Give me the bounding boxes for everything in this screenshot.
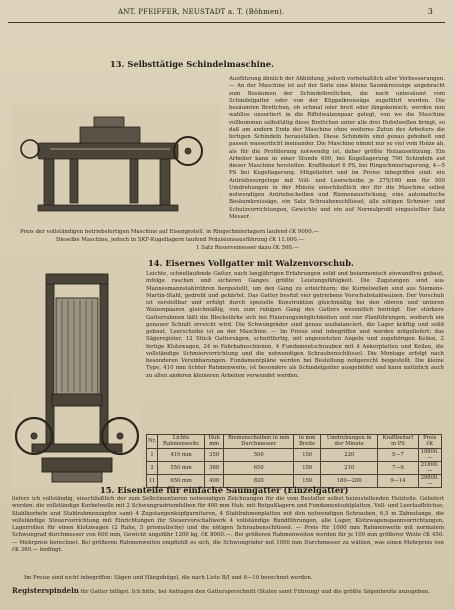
- table-cell: 650: [224, 462, 294, 475]
- table-cell: 220: [321, 449, 378, 462]
- table-cell: 9—14: [378, 475, 418, 488]
- section-15-text: liefere ich vollständig, einschließlich der zum Selbstmontieren notwendigen Zeichnungen für die vom Besteller selbst beizustellenden Holzteile. Geliefert werden: die vollständige Kurbelwelle mit 2 Schwungradriemfelben für 400 mm Hub, mit Rotgußlagern und Fundamentsohlplatten, Voll- und Leerlaufbüchse, Stahlkurbeln und Stahlrahmenzapfen samt 4 Zugstangenkopfgarnituren, 4 Stahlrahmenplatten mit den notwendigen Schrauben, 6,5 m Zahnstange, die vollständige Steuervorrichtung mit Einrichtungen für Steuervorschaltwerk 4 vollständige Rundführungen, alle Lager, Klotzwagenspannvorrichtungen, Lagerrollen für einen Klotzwagen (2 Rahe, 5 prismatische) und die nötigen Schraubenschlüssel. — Preis für 1000 mm Rahmenweite mit normalem Schwungrad durchmesser von 600 mm, Gewicht ungefähr 1200 kg, čK 8000.—. Bei größeren Rahmenweiten werden für je 100 mm größerer Weite čK 450.— Mehrpreis berechnet. Bei größeren Rahmenweiten empfiehlt es sich, die Schwungräder mit 1000 mm Durchmesser zu wählen, was einen Mehrpreis von čK 360.— bedingt.: [12, 496, 444, 553]
- table-cell: 650 mm: [158, 475, 205, 488]
- table-cell: 400: [205, 475, 224, 488]
- table-cell: 11: [147, 475, 158, 488]
- table-cell: 150: [294, 449, 321, 462]
- col-header: Umdrehungen in der Minute: [321, 435, 378, 449]
- col-header: Preis čK: [418, 435, 441, 449]
- table-cell: 350: [205, 449, 224, 462]
- header-title: ANT. PFEIFFER, NEUSTADT a. T. (Böhmen).: [118, 8, 285, 16]
- shingle-machine-illustration: [10, 105, 222, 227]
- section-13-text: Ausführung ähnlich der Abbildung, jedoch vorbehaltlich aller Verbesserungen. — An der Maschine ist auf der Seite eine kleine Saumkreissäge angebracht zum Besäumen der Schindelbrettchen, die noch unbesäumt vom Schindelgatter oder von der Klippelkreissäge zugeführt werden. Die besäumten Brettchen, ob schmal oder breit oder längskonisch, werden nun wahllos unsortiert in die Riffelwalzenpaar gelegt, von wo die Maschine vollkommen selbsttätig diese Brettchen unter alle drei Hobelwellen bringt, so daß am andern Ende der Maschine ohne weiteres Zutun des Arbeiters die fertigen Schindeln herausfallen. Diese Schindeln sind genau gehobelt und passen wasserdicht ineinander. Die Maschine nimmt nur so viel vom Holze ab, als für die Profilierung notwendig ist, daher größte Holzausnützung. Ein Arbeiter kann in einer Stunde 600, bei Kugellagerung 700 Schindeln auf dieser Maschine herstellen. Kraftbedarf 6 PS, bei Ringschmierlagerung, 4—5 PS bei Kugellagerung. Mitgeliefert und im Preise inbegriffen sind: ein Antriebsvorgelege mit Voll- und Leerscheibe je 275/160 mm für 500 Umdrehungen in der Minute einschließlich der für die Maschine selbst notwendigen Antriebscheiben und Riemenausrückung, eine automatische Besäumkreissäge, ein Satz Schraubenschlüssel, alle nötigen Schmier- und Schutzvorrichtungen, Gewichte und ein auf Normalprofil eingestellter Satz Messer.: [229, 76, 445, 220]
- section-15-note: Im Preise sind nicht inbegriffen: Sägen und Hängebügel, die nach Liste B/I und 6—10 berechnet werden.: [24, 575, 313, 581]
- table-cell: 150: [294, 475, 321, 488]
- table-cell: 1: [147, 449, 158, 462]
- table-cell: 820: [224, 475, 294, 488]
- frame-saw-spec-table: [146, 434, 442, 488]
- header-rule: [8, 22, 445, 23]
- section-14-heading: 14. Eisernes Vollgatter mit Walzenvorschub.: [148, 258, 354, 268]
- table-cell: 21800.—: [418, 462, 441, 475]
- table-cell: 29800.—: [418, 475, 441, 488]
- register-text: für Gatter billigst. Ich bitte, bei Anfragen den Gattersperschnitt (Stulen samt Führung) und die größte Sägenbreite anzugeben.: [80, 589, 430, 595]
- table-cell: 7—9: [378, 462, 418, 475]
- table-cell: 360: [205, 462, 224, 475]
- table-row: [147, 449, 442, 462]
- col-header: Riemenscheiben in mm Durchmesser: [224, 435, 294, 449]
- col-header: Kraftbedarf in PS: [378, 435, 418, 449]
- col-header: Hub mm: [205, 435, 224, 449]
- register-spindles: [12, 586, 430, 595]
- register-label: Registerspindeln: [12, 586, 79, 595]
- table-row: [147, 462, 442, 475]
- section-13-heading: 13. Selbsttätige Schindelmaschine.: [110, 59, 274, 69]
- section-14-text: Leichte, schnellaufende Gatter, nach langjährigen Erfahrungen solid und beiarmonisch einwandfrei gebaut, infolge raschen und sicheren Ganges größte Leistungsfähigkeit. Die Zugstangen sind aus Mannesmannstahlröhren hergestellt, um den Gang zu erleichtern; die Kurbelwellen sind aus Siemens-Martin-Stahl, gedreht und gehärtet. Das Gatter besitzt vier getriebene Vorschubstahlwalzen. Der Vorschub ist verstellbar und erfolgt durch spezielle Konstruktion gleichmäßig bei den oberen und unteren Walzenpaaren gleichmäßig, von zum ruhigen Gang des Gatters wesentlich beiträgt. Der stärkere Gatterrahmen läßt die Blockstärke sich bei Fixierungsmöglichkeiten und vier Planführungen, wodurch ein genauer Schnitt erreicht wird. Die Schwungräder sind genau ausbalanciert, die Lager kräftig und solid gebaut. Leerscheibe ist an der Maschine. — Im Preise sind inbegriffen und werden mitgeliefert: das Sägeregister, 12 Stück Gattersägen, schnittfertig, mit angenieteten Angeln und zugehörigen Keilen, 2 fertige Klotzwagen, 24 m Fahrbahnschienen, 4 Fundamentschrauben mit 4 Ankerplatten und Keilen, die vollständige Schmiervorrichtung und die notwendigen Schraubenschlüssel. Die Montage erfolgt nach besonderen Vereinbarungen. Fundamentpläne werden bei Bestellung zeitgerecht beigestellt. Die kleine Type, 410 mm lichter Rahmenweite, ist besonders als Schindelgatter ausgebildet und kann natürlich auch zu allen anderen kleineren Arbeiten verwendet werden.: [146, 271, 444, 379]
- section-15-heading: 15. Eisenteile für einfache Saumgatter (Einzelgatter): [100, 485, 349, 495]
- table-cell: 180—200: [321, 475, 378, 488]
- col-header: Nr.: [147, 435, 158, 449]
- table-cell: 550 mm: [158, 462, 205, 475]
- table-cell: 19800.—: [418, 449, 441, 462]
- frame-saw-illustration: [12, 268, 142, 488]
- col-header: in mm Breite: [294, 435, 321, 449]
- table-cell: 500: [224, 449, 294, 462]
- page-number: 3: [427, 7, 433, 16]
- table-cell: 410 mm: [158, 449, 205, 462]
- section-13-price-3: 1 Satz Reservemesser dazu čK 500.—: [196, 245, 299, 251]
- table-header-row: [147, 435, 442, 449]
- table-cell: 5—7: [378, 449, 418, 462]
- table-cell: 2: [147, 462, 158, 475]
- col-header: Lichte Rahmenweite: [158, 435, 205, 449]
- section-13-price-2: Dieselbe Maschine, jedoch in SKF-Kugellagern laufend Präzisionsausführung čK 11.000.—: [56, 237, 304, 243]
- section-13-price-1: Preis der vollständigen betriebsfertigen Maschine auf Eisengestell, in Ringschmierlagern laufend čK 9000.—: [20, 229, 319, 235]
- table-cell: 210: [321, 462, 378, 475]
- page-header: [0, 6, 455, 20]
- table-cell: 150: [294, 462, 321, 475]
